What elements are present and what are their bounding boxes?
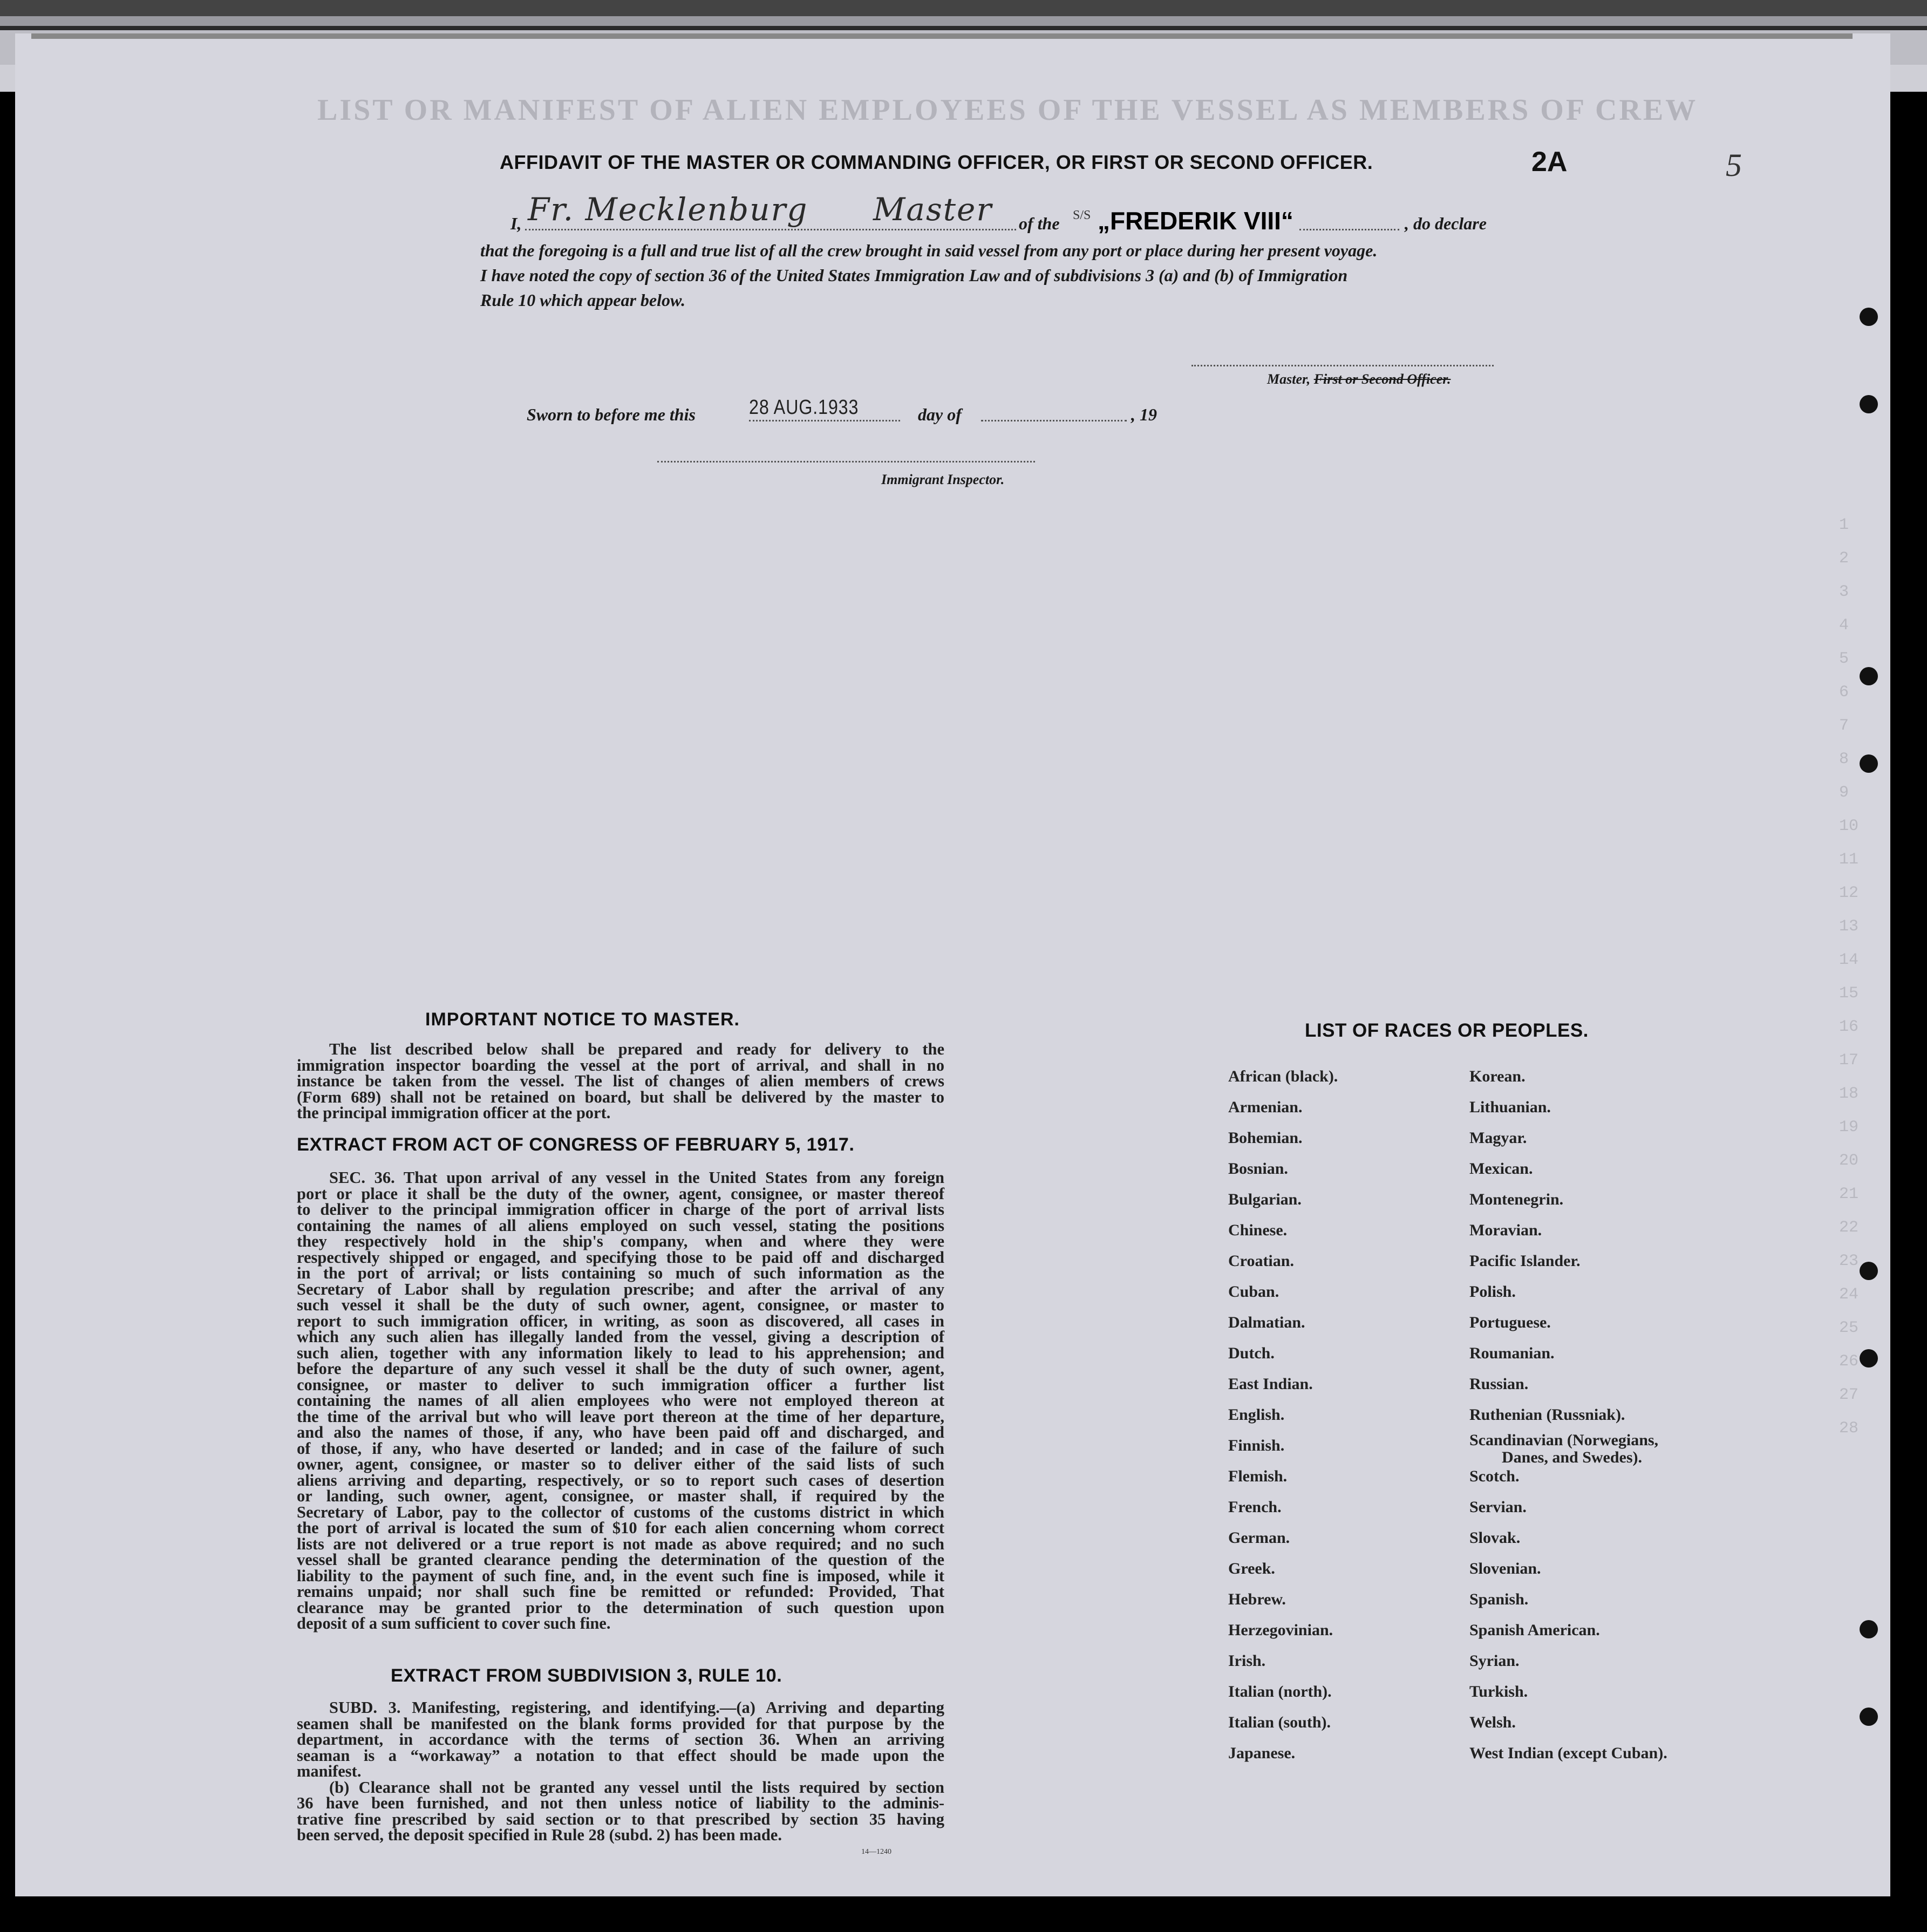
act-line: containing the names of all alien employees who were not employed thereon at: [297, 1391, 944, 1410]
race-item: Bulgarian.: [1228, 1191, 1302, 1208]
affidavit-line-3: I have noted the copy of section 36 of the United States Immigration Law and of subdivisions 3 (a) and (b) of Immigration: [480, 266, 1348, 285]
act-line: Secretary of Labor shall by regulation prescribe; and after the arrival of any: [297, 1280, 944, 1298]
rule-line: manifest.: [297, 1762, 362, 1780]
vessel-prefix: S/S: [1073, 208, 1091, 222]
race-item: Croatian.: [1228, 1252, 1294, 1270]
race-item: Mexican.: [1469, 1160, 1533, 1178]
race-item: Pacific Islander.: [1469, 1252, 1581, 1270]
race-item: Bohemian.: [1228, 1129, 1303, 1147]
race-item: Slovak.: [1469, 1529, 1521, 1547]
rule-line: seamen shall be manifested on the blank forms provided for that purpose by the: [297, 1714, 944, 1733]
rule-body: [297, 1700, 944, 1843]
affidavit-lead: I,: [510, 214, 522, 233]
signer-dotted-line: [525, 229, 1016, 230]
act-title: EXTRACT FROM ACT OF CONGRESS OF FEBRUARY 5, 1917.: [297, 1134, 855, 1155]
race-item-continuation: Danes, and Swedes).: [1502, 1448, 1643, 1466]
act-line: they respectively hold in the ship's company, when and where they were: [297, 1232, 944, 1250]
of-the-label: of the: [1019, 214, 1060, 233]
date-stamp: 28 AUG.1933: [749, 396, 859, 419]
corner-mark: 2A: [1531, 146, 1568, 178]
race-item: Slovenian.: [1469, 1560, 1541, 1577]
rule-line: been served, the deposit specified in Rule 28 (subd. 2) has been made.: [297, 1826, 782, 1844]
race-item: West Indian (except Cuban).: [1469, 1744, 1667, 1762]
vessel-dotted-line: [1299, 229, 1399, 230]
act-line: liability to the payment of such fine, and, in the event such fine is imposed, while it: [297, 1566, 944, 1585]
race-item: Bosnian.: [1228, 1160, 1288, 1178]
binding-hole: [1860, 1707, 1878, 1726]
act-line: which any such alien has illegally landed from the vessel, giving a description of: [297, 1328, 944, 1346]
binding-hole: [1860, 1349, 1878, 1368]
month-dotted-line: [981, 420, 1127, 421]
rule-line: department, in accordance with the terms of section 36. When an arriving: [297, 1730, 944, 1749]
inspector-caption: Immigrant Inspector.: [881, 472, 1005, 487]
race-item: Polish.: [1469, 1283, 1516, 1301]
master-signature: Fr. Mecklenburg: [528, 191, 808, 228]
act-line: consignee, or master to deliver to such immigration officer a further list: [297, 1375, 944, 1394]
race-item: Roumanian.: [1469, 1344, 1555, 1362]
race-item: Italian (north).: [1228, 1683, 1332, 1700]
race-item: Dutch.: [1228, 1344, 1275, 1362]
race-item: African (black).: [1228, 1067, 1338, 1085]
race-item: Russian.: [1469, 1375, 1529, 1393]
rule-line: (b) Clearance shall not be granted any vessel until the lists required by section: [329, 1778, 944, 1797]
act-line: SEC. 36. That upon arrival of any vessel in the United States from any foreign: [329, 1168, 944, 1187]
race-item: Japanese.: [1228, 1744, 1296, 1762]
act-line: vessel shall be granted clearance pending the determination of the question of the: [297, 1550, 944, 1569]
race-item: Armenian.: [1228, 1098, 1303, 1116]
year-label: , 19: [1131, 405, 1157, 424]
act-line: before the departure of any such vessel it shall be the duty of such owner, agent,: [297, 1359, 944, 1378]
race-item: Welsh.: [1469, 1713, 1516, 1731]
race-item: Spanish American.: [1469, 1621, 1600, 1639]
binding-hole: [1860, 667, 1878, 685]
act-line: respectively shipped or engaged, and specifying those to be paid off and discharged: [297, 1248, 944, 1267]
race-item: Scandinavian (Norwegians,: [1469, 1431, 1659, 1449]
do-declare-label: , do declare: [1405, 214, 1487, 233]
act-line: of those, if any, who have deserted or landed; and in case of the failure of such: [297, 1439, 944, 1458]
race-item: Hebrew.: [1228, 1590, 1286, 1608]
race-item: Montenegrin.: [1469, 1191, 1564, 1208]
act-line: and also the names of those, if any, who have been paid off and discharged, and: [297, 1423, 944, 1441]
rule-title: EXTRACT FROM SUBDIVISION 3, RULE 10.: [391, 1665, 782, 1686]
act-line: deposit of a sum sufficient to cover such fine.: [297, 1614, 611, 1632]
race-item: Magyar.: [1469, 1129, 1527, 1147]
act-line: to deliver to the principal immigration officer in charge of the port of arrival lists: [297, 1200, 944, 1219]
act-line: lists are not delivered or a true report is not made as above required; and no such: [297, 1534, 944, 1553]
act-line: clearance may be granted prior to the determination of such question upon: [297, 1598, 944, 1617]
notice-line: (Form 689) shall not be retained on board, but shall be delivered by the master to: [297, 1087, 944, 1106]
race-item: Flemish.: [1228, 1467, 1288, 1485]
master-title-handwritten: Master: [873, 191, 993, 228]
race-item: Cuban.: [1228, 1283, 1279, 1301]
binding-hole: [1860, 754, 1878, 773]
race-item: Lithuanian.: [1469, 1098, 1551, 1116]
race-item: Scotch.: [1469, 1467, 1520, 1485]
race-item: East Indian.: [1228, 1375, 1313, 1393]
races-title: LIST OF RACES OR PEOPLES.: [1305, 1020, 1589, 1041]
act-line: the port of arrival is located the sum of $10 for each alien concerning whom correct: [297, 1519, 944, 1537]
rule-line: trative fine prescribed by said section or to that prescribed by section 35 having: [297, 1809, 944, 1828]
act-line: such alien, together with any information likely to lead to his apprehension; and: [297, 1343, 944, 1362]
notice-body: [297, 1042, 944, 1121]
act-line: remains unpaid; nor shall such fine be remitted or refunded: Provided, That: [297, 1582, 944, 1601]
day-of-label: day of: [918, 405, 962, 424]
race-item: Irish.: [1228, 1652, 1266, 1670]
act-line: owner, agent, consignee, or master so to deliver either of the said lists of such: [297, 1455, 944, 1473]
sworn-label: Sworn to before me this: [527, 405, 696, 424]
bleed-through-heading: LIST OR MANIFEST OF ALIEN EMPLOYEES OF THE VESSEL AS MEMBERS OF CREW: [317, 93, 1698, 127]
officer-signature-line: [1191, 365, 1494, 366]
race-item: Finnish.: [1228, 1437, 1285, 1454]
act-line: Secretary of Labor, pay to the collector of customs of the customs district in which: [297, 1502, 944, 1521]
affidavit-line-4: Rule 10 which appear below.: [480, 290, 686, 310]
affidavit-title: AFFIDAVIT OF THE MASTER OR COMMANDING OFFICER, OR FIRST OR SECOND OFFICER.: [500, 151, 1373, 173]
binding-hole: [1860, 308, 1878, 326]
date-dotted-line: [749, 420, 900, 421]
notice-line: instance be taken from the vessel. The list of changes of alien members of crews: [297, 1072, 944, 1090]
race-item: Servian.: [1469, 1498, 1527, 1516]
rule-line: SUBD. 3. Manifesting, registering, and identifying.—(a) Arriving and departing: [329, 1698, 944, 1717]
race-item: Turkish.: [1469, 1683, 1528, 1700]
rule-line: 36 have been furnished, and not then unless notice of liability to the adminis-: [297, 1794, 944, 1812]
race-item: Korean.: [1469, 1067, 1526, 1085]
officer-caption-struck: First or Second Officer.: [1313, 371, 1451, 387]
act-line: such vessel it shall be the duty of such owner, agent, consignee, or master to: [297, 1296, 944, 1314]
race-item: Portuguese.: [1469, 1314, 1551, 1331]
notice-line: the principal immigration officer at the port.: [297, 1104, 611, 1122]
race-item: English.: [1228, 1406, 1285, 1424]
act-line: containing the names of all aliens employed on such vessel, stating the positions: [297, 1216, 944, 1235]
race-item: Italian (south).: [1228, 1713, 1331, 1731]
bleed-through-column: 1 2 3 4 5 6 7 8 9 10 11 12 13 14 15 16 17 18 19 20 21 22 23 24 25 26 27 28: [1839, 516, 1859, 1438]
notice-line: immigration inspector boarding the vessel at the port of arrival, and shall in no: [297, 1056, 944, 1074]
race-item: Ruthenian (Russniak).: [1469, 1406, 1625, 1424]
manifest-page: [15, 33, 1890, 1896]
race-item: Greek.: [1228, 1560, 1275, 1577]
inspector-signature-line: [657, 461, 1035, 462]
vessel-name: „FREDERIK VIII“: [1098, 207, 1293, 235]
rule-line: seaman is a “workaway” a notation to that effect should be made upon the: [297, 1746, 944, 1765]
act-body: [297, 1170, 944, 1632]
binding-hole: [1860, 1620, 1878, 1638]
race-item: Spanish.: [1469, 1590, 1529, 1608]
act-line: the time of the arrival but who will leave port thereon at the time of her departure,: [297, 1407, 944, 1426]
affidavit-line-2: that the foregoing is a full and true list of all the crew brought in said vessel from any port or place during her present voyage.: [480, 241, 1378, 260]
act-line: report to such immigration officer, in writing, as soon as discovered, all cases in: [297, 1311, 944, 1330]
page-number: 5: [1726, 147, 1742, 183]
binding-hole: [1860, 395, 1878, 413]
act-line: or landing, such owner, agent, consignee, or master shall, if required by the: [297, 1487, 944, 1505]
race-item: Syrian.: [1469, 1652, 1520, 1670]
race-item: Herzegovinian.: [1228, 1621, 1333, 1639]
race-item: Dalmatian.: [1228, 1314, 1305, 1331]
act-line: in the port of arrival; or lists containing so much of such information as the: [297, 1264, 944, 1282]
officer-caption-master: Master,: [1267, 371, 1314, 387]
act-line: port or place it shall be the duty of the owner, agent, consignee, or master thereof: [297, 1184, 944, 1203]
race-item: Chinese.: [1228, 1221, 1288, 1239]
race-item: German.: [1228, 1529, 1290, 1547]
form-number: 14—1240: [861, 1848, 891, 1856]
race-item: French.: [1228, 1498, 1282, 1516]
notice-line: The list described below shall be prepared and ready for delivery to the: [329, 1040, 944, 1058]
race-item: Moravian.: [1469, 1221, 1542, 1239]
binding-hole: [1860, 1262, 1878, 1280]
officer-caption: [1267, 371, 1451, 387]
act-line: aliens arriving and departing, respectively, or so to report such cases of desertion: [297, 1471, 944, 1489]
stacked-sheet-edge: [31, 33, 1853, 39]
notice-title: IMPORTANT NOTICE TO MASTER.: [425, 1009, 740, 1030]
